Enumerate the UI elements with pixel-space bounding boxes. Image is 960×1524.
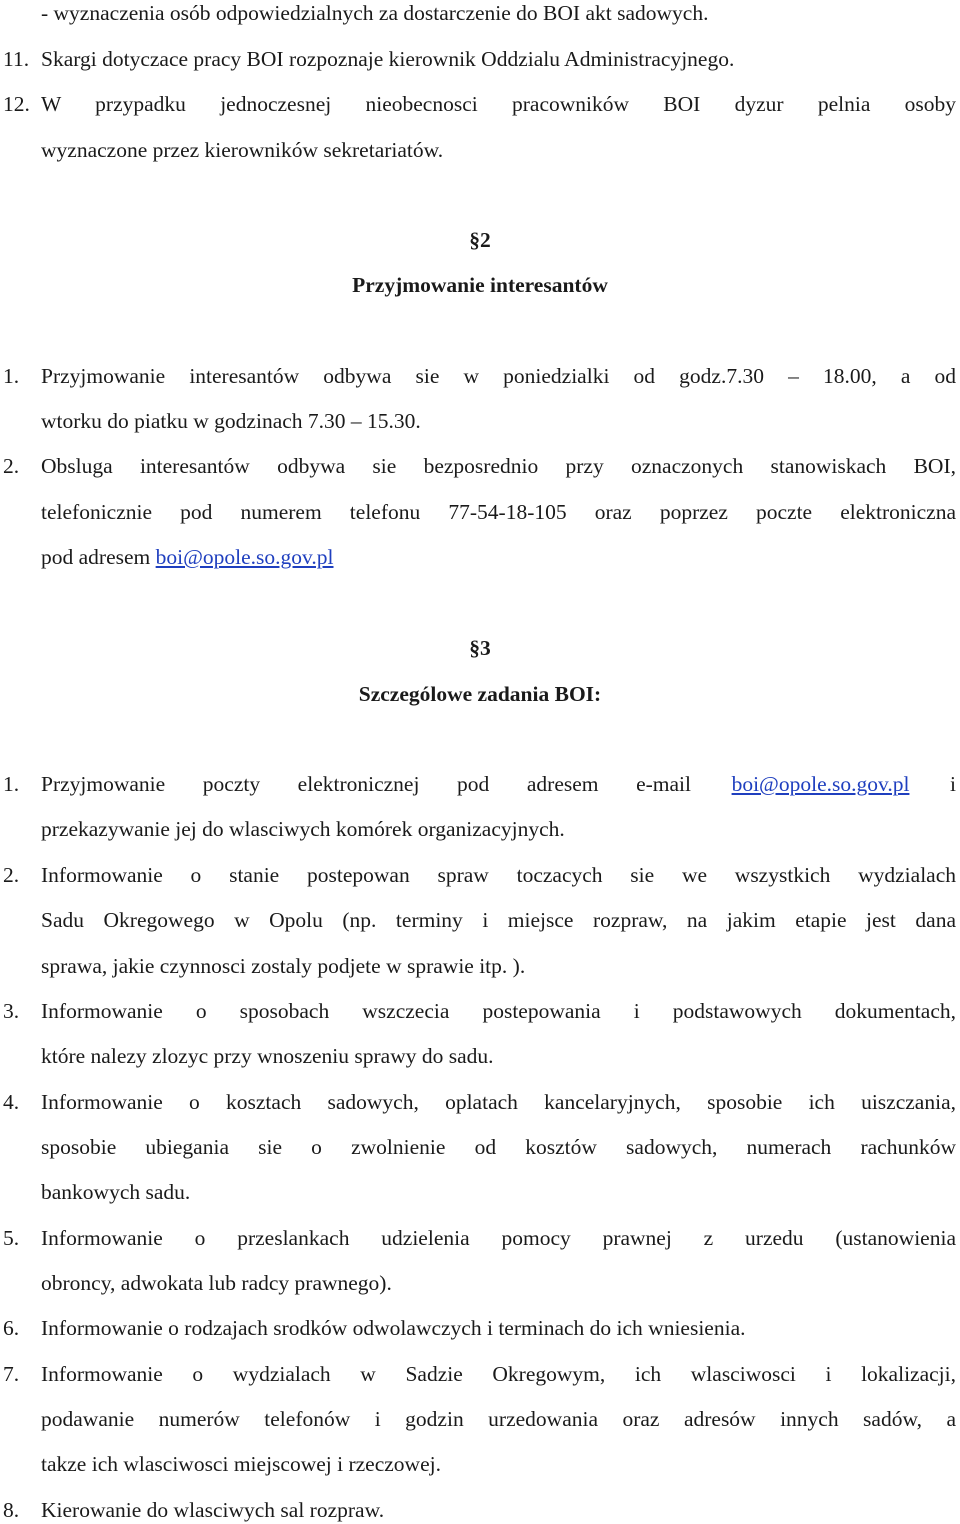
list-item-text: Kierowanie do wlasciwych sal rozpraw. bbox=[41, 1498, 385, 1522]
section-number: §2 bbox=[469, 228, 491, 252]
list-item-continuation: - wyznaczenia osób odpowiedzialnych za dostarczenie do BOI akt sadowych. bbox=[41, 1, 709, 25]
text-prefix: Przyjmowanie poczty elektronicznej pod adresem e-mail bbox=[41, 772, 691, 796]
list-item-text bbox=[41, 547, 334, 569]
list-item-text: Informowanie o wydzialach w Sadzie Okregowym, ich wlasciwosci i lokalizacji, bbox=[41, 1362, 956, 1386]
list-item-text: Przyjmowanie interesantów odbywa sie w poniedzialki od godz.7.30 – 18.00, a od bbox=[41, 364, 956, 388]
list-number: 7. bbox=[3, 1362, 20, 1386]
email-link[interactable]: boi@opole.so.gov.pl bbox=[731, 772, 910, 796]
list-item-text: bankowych sadu. bbox=[41, 1180, 191, 1204]
list-item-text: obroncy, adwokata lub radcy prawnego). bbox=[41, 1271, 392, 1295]
list-number: 2. bbox=[3, 863, 20, 887]
list-number: 4. bbox=[3, 1090, 20, 1114]
section-title: Przyjmowanie interesantów bbox=[352, 273, 608, 297]
list-number: 1. bbox=[3, 364, 20, 388]
text-suffix: i bbox=[950, 772, 956, 796]
list-item-text bbox=[41, 774, 956, 796]
list-item-text: Informowanie o stanie postepowan spraw toczacych sie we wszystkich wydzialach bbox=[41, 863, 956, 887]
text-prefix: pod adresem bbox=[41, 545, 151, 569]
section-title: Szczególowe zadania BOI: bbox=[358, 682, 602, 706]
list-item-text: Informowanie o rodzajach srodków odwolawczych i terminach do ich wniesienia. bbox=[41, 1316, 746, 1340]
list-number: 12. bbox=[3, 92, 30, 116]
list-number: 6. bbox=[3, 1316, 20, 1340]
list-number: 5. bbox=[3, 1226, 20, 1250]
list-item-text: wtorku do piatku w godzinach 7.30 – 15.30. bbox=[41, 409, 421, 433]
list-item-text: Informowanie o sposobach wszczecia postepowania i podstawowych dokumentach, bbox=[41, 999, 956, 1023]
list-number: 8. bbox=[3, 1498, 20, 1522]
list-item-text: takze ich wlasciwosci miejscowej i rzeczowej. bbox=[41, 1452, 441, 1476]
list-item-text: przekazywanie jej do wlasciwych komórek organizacyjnych. bbox=[41, 817, 565, 841]
list-item-text: Informowanie o przeslankach udzielenia pomocy prawnej z urzedu (ustanowienia bbox=[41, 1226, 956, 1250]
list-number: 1. bbox=[3, 772, 20, 796]
list-number: 11. bbox=[3, 47, 30, 71]
list-item-text: Sadu Okregowego w Opolu (np. terminy i miejsce rozpraw, na jakim etapie jest dana bbox=[41, 908, 956, 932]
list-item-text: Obsluga interesantów odbywa sie bezposrednio przy oznaczonych stanowiskach BOI, bbox=[41, 454, 956, 478]
list-item-text: wyznaczone przez kierowników sekretariatów. bbox=[41, 138, 444, 162]
list-item-text: sposobie ubiegania sie o zwolnienie od kosztów sadowych, numerach rachunków bbox=[41, 1135, 956, 1159]
list-number: 3. bbox=[3, 999, 20, 1023]
section-number: §3 bbox=[469, 636, 491, 660]
list-item-text: W przypadku jednoczesnej nieobecnosci pracowników BOI dyzur pelnia osoby bbox=[41, 92, 956, 116]
list-number: 2. bbox=[3, 454, 20, 478]
list-item-text: podawanie numerów telefonów i godzin urzedowania oraz adresów innych sadów, a bbox=[41, 1407, 956, 1431]
list-item-text: sprawa, jakie czynnosci zostaly podjete w sprawie itp. ). bbox=[41, 954, 526, 978]
list-item-text: które nalezy zlozyc przy wnoszeniu sprawy do sadu. bbox=[41, 1044, 494, 1068]
email-link[interactable]: boi@opole.so.gov.pl bbox=[155, 545, 334, 569]
list-item-text: Informowanie o kosztach sadowych, oplatach kancelaryjnych, sposobie ich uiszczania, bbox=[41, 1090, 956, 1114]
list-item-text: telefonicznie pod numerem telefonu 77-54-18-105 oraz poprzez poczte elektroniczna bbox=[41, 500, 956, 524]
list-item-text: Skargi dotyczace pracy BOI rozpoznaje kierownik Oddzialu Administracyjnego. bbox=[41, 47, 735, 71]
